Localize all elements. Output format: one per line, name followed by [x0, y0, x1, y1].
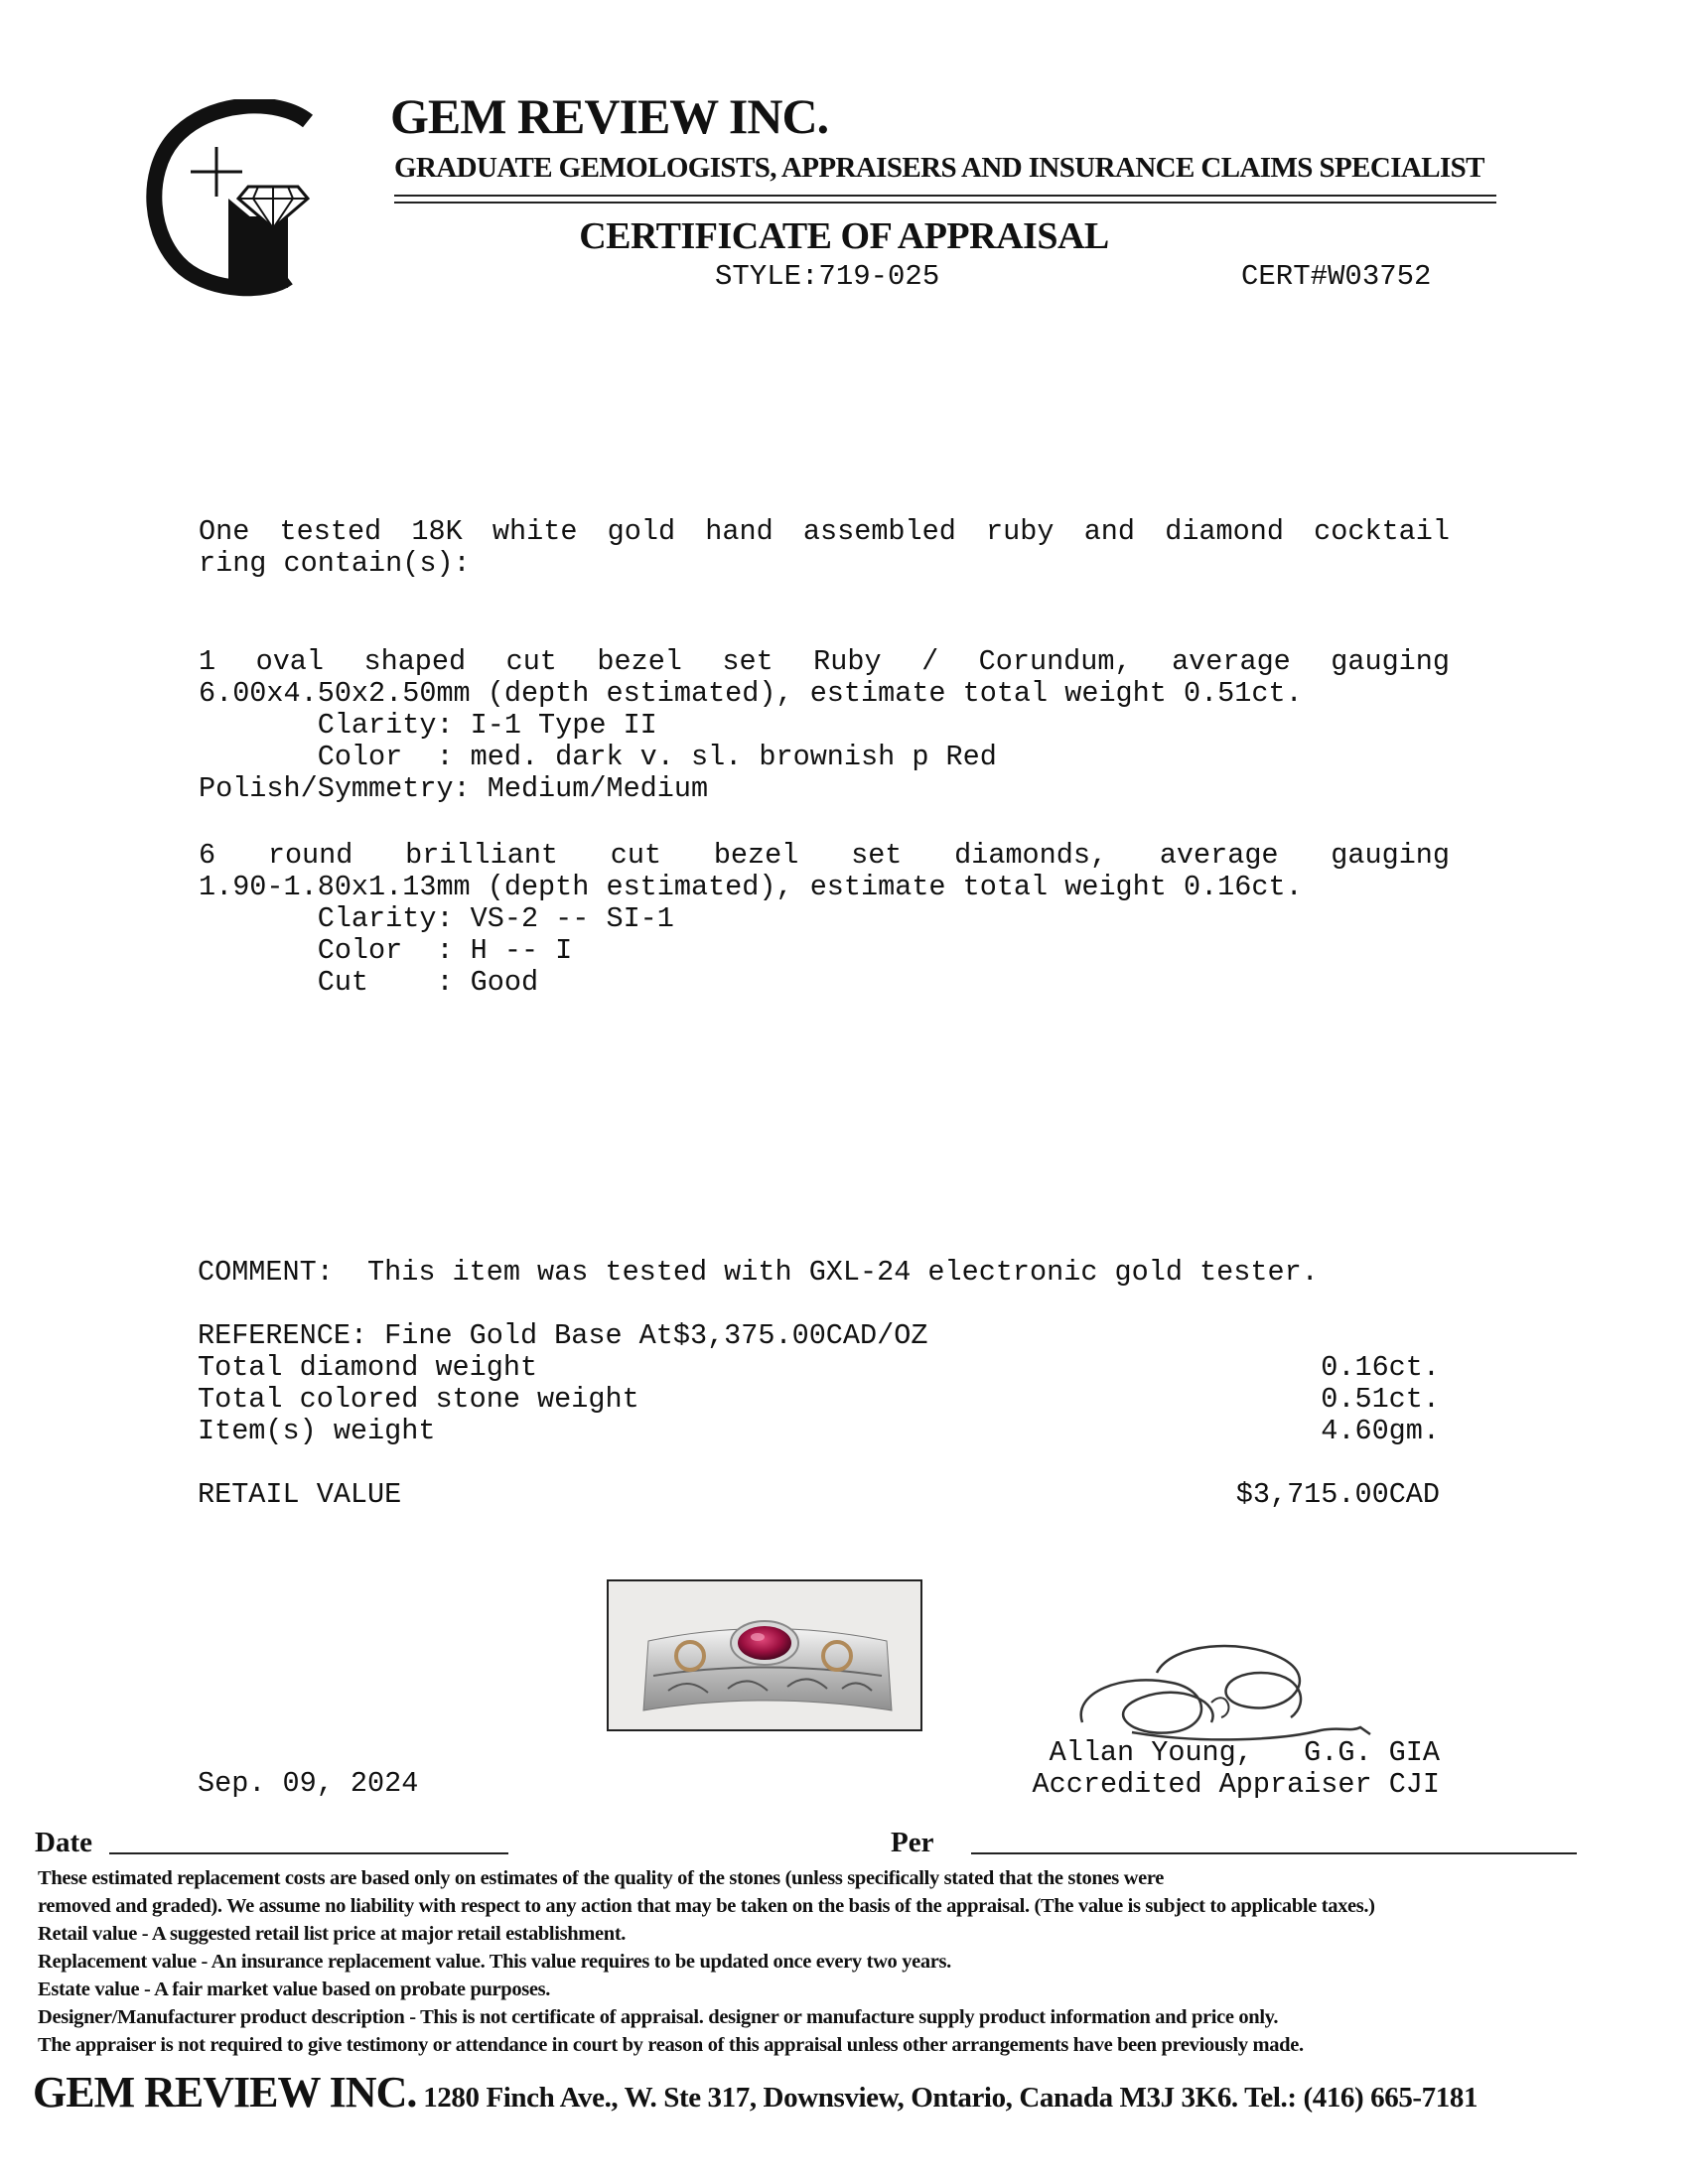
company-name: GEM REVIEW INC.	[390, 88, 829, 144]
comment-text: COMMENT: This item was tested with GXL-24 electronic gold tester.	[198, 1256, 1319, 1289]
ring-photo	[607, 1579, 922, 1731]
summary-value: 0.16ct.	[1321, 1351, 1440, 1384]
summary-value: 0.51ct.	[1321, 1383, 1440, 1416]
retail-value-label: RETAIL VALUE	[198, 1478, 402, 1511]
ruby-color: Color : med. dark v. sl. brownish p Red	[199, 741, 997, 773]
diamond-cut: Cut : Good	[199, 966, 539, 999]
style-number: STYLE:719-025	[715, 260, 940, 293]
footer-company-name: GEM REVIEW INC.	[33, 2068, 417, 2116]
diamond-description-line: 6 round brilliant cut bezel set diamonds, average gauging	[199, 839, 1450, 872]
item-description-line: ring contain(s):	[199, 547, 471, 580]
disclaimer-line: Replacement value - An insurance replacement value. This value requires to be updated once every two years.	[38, 1951, 951, 1973]
ruby-description-line: 1 oval shaped cut bezel set Ruby / Corundum, average gauging	[199, 645, 1450, 678]
header-divider	[394, 195, 1496, 197]
appraiser-signature-icon	[1062, 1633, 1400, 1747]
certificate-number: CERT#W03752	[1241, 260, 1432, 293]
disclaimer-line: Designer/Manufacturer product description - This is not certificate of appraisal. designer or manufacture supply product information and price only.	[38, 2006, 1279, 2028]
per-label: Per	[891, 1827, 934, 1858]
ruby-clarity: Clarity: I-1 Type II	[199, 709, 657, 742]
date-label: Date	[35, 1827, 92, 1858]
summary-label: Total colored stone weight	[198, 1383, 639, 1416]
company-tagline: GRADUATE GEMOLOGISTS, APPRAISERS AND INSURANCE CLAIMS SPECIALIST	[394, 152, 1484, 184]
appraiser-name: Allan Young, G.G. GIA	[1049, 1736, 1440, 1769]
header-divider	[394, 202, 1496, 204]
footer	[33, 2067, 1477, 2117]
summary-value: 4.60gm.	[1321, 1415, 1440, 1447]
company-logo-icon	[139, 99, 338, 298]
ruby-polish-symmetry: Polish/Symmetry: Medium/Medium	[199, 772, 709, 805]
retail-value-amount: $3,715.00CAD	[1235, 1478, 1440, 1511]
disclaimer-line: Retail value - A suggested retail list price at major retail establishment.	[38, 1923, 627, 1945]
disclaimer-line: removed and graded). We assume no liability with respect to any action that may be taken on the basis of the appraisal. (The value is subject to applicable taxes.)	[38, 1895, 1375, 1917]
per-line	[971, 1852, 1577, 1854]
item-description-line: One tested 18K white gold hand assembled ruby and diamond cocktail	[199, 515, 1450, 548]
reference-text: REFERENCE: Fine Gold Base At$3,375.00CAD/OZ	[198, 1319, 928, 1352]
disclaimer-line: Estate value - A fair market value based on probate purposes.	[38, 1979, 551, 2000]
footer-address: 1280 Finch Ave., W. Ste 317, Downsview, Ontario, Canada M3J 3K6. Tel.: (416) 665-7181	[416, 2082, 1478, 2114]
certificate-title: CERTIFICATE OF APPRAISAL	[579, 215, 1109, 257]
summary-label: Item(s) weight	[198, 1415, 436, 1447]
ring-image-icon	[609, 1581, 920, 1729]
summary-label: Total diamond weight	[198, 1351, 538, 1384]
diamond-color: Color : H -- I	[199, 934, 573, 967]
diamond-description-line: 1.90-1.80x1.13mm (depth estimated), estimate total weight 0.16ct.	[199, 871, 1303, 903]
diamond-clarity: Clarity: VS-2 -- SI-1	[199, 902, 674, 935]
date-line	[109, 1852, 508, 1854]
appraisal-date: Sep. 09, 2024	[198, 1767, 419, 1800]
ruby-description-line: 6.00x4.50x2.50mm (depth estimated), estimate total weight 0.51ct.	[199, 677, 1303, 710]
disclaimer-line: These estimated replacement costs are based only on estimates of the quality of the stones (unless specifically stated that the stones were	[38, 1867, 1164, 1889]
disclaimer-line: The appraiser is not required to give testimony or attendance in court by reason of this appraisal unless other arrangements have been previously made.	[38, 2034, 1304, 2056]
appraiser-title: Accredited Appraiser CJI	[1032, 1768, 1440, 1801]
